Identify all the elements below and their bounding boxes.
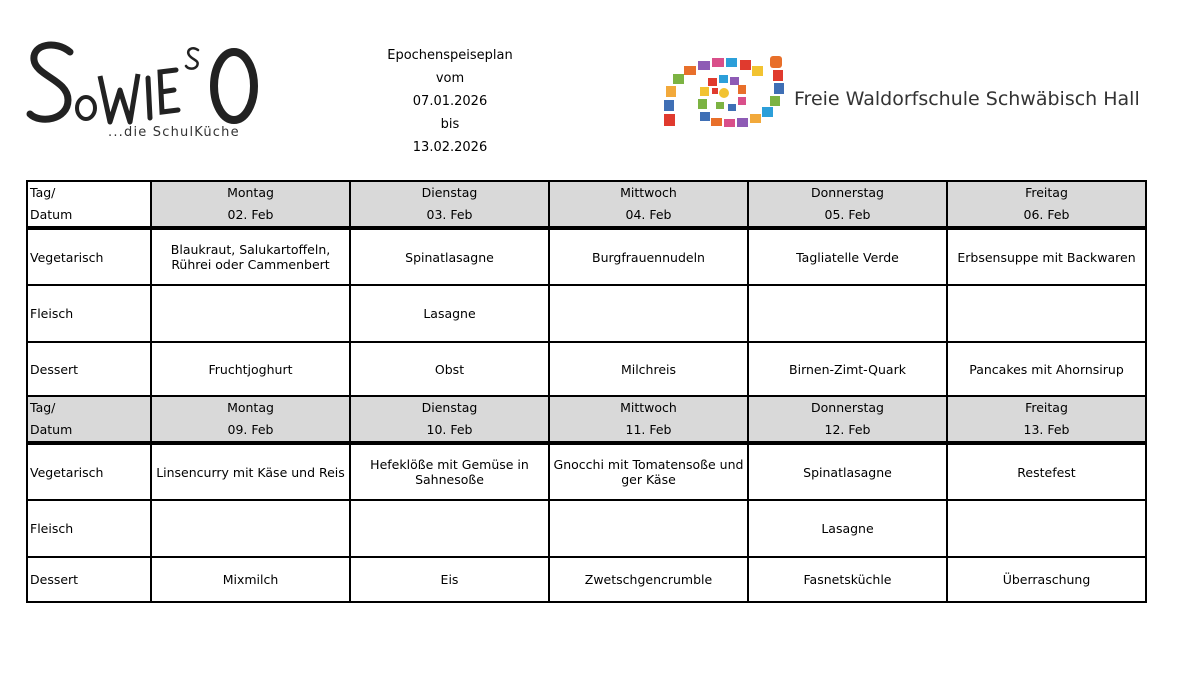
day-name: Mittwoch: [620, 185, 677, 200]
meal-cell: Lasagne: [748, 500, 947, 557]
meal-cell: Hefeklöße mit Gemüse in Sahnesoße: [350, 443, 549, 500]
day-date: 05. Feb: [824, 207, 871, 222]
meal-cell: Burgfrauennudeln: [549, 228, 748, 285]
day-date: 13. Feb: [1023, 422, 1070, 437]
meal-cell: [748, 285, 947, 342]
day-date: 12. Feb: [824, 422, 871, 437]
day-date: 03. Feb: [426, 207, 473, 222]
meal-cell: Tagliatelle Verde: [748, 228, 947, 285]
day-name: Donnerstag: [811, 185, 884, 200]
day-header-cell: [151, 181, 350, 228]
meal-cell: Erbsensuppe mit Backwaren: [947, 228, 1146, 285]
day-date: 09. Feb: [227, 422, 274, 437]
meal-cell: Mixmilch: [151, 557, 350, 602]
title-date-from: 07.01.2026: [412, 94, 488, 109]
day-date: 04. Feb: [625, 207, 672, 222]
meal-cell: Lasagne: [350, 285, 549, 342]
menu-row-meat: [27, 500, 1146, 557]
meal-cell: Gnocchi mit Tomatensoße und ger Käse: [549, 443, 748, 500]
row-label: Dessert: [27, 342, 151, 396]
meal-cell: [151, 500, 350, 557]
day-date: 11. Feb: [625, 422, 672, 437]
menu-row-vegetarian: [27, 443, 1146, 500]
day-header-cell: [748, 396, 947, 443]
header-label-date: Datum: [30, 422, 73, 437]
day-header-cell: [549, 181, 748, 228]
logo-tagline: ...die SchulKüche: [108, 125, 240, 140]
day-header-cell: [350, 181, 549, 228]
menu-row-meat: [27, 285, 1146, 342]
meal-cell: [350, 500, 549, 557]
title-line: vom: [435, 71, 465, 86]
meal-cell: Blaukraut, Salukartoffeln, Rührei oder Cammenbert: [151, 228, 350, 285]
day-date: 02. Feb: [227, 207, 274, 222]
school-name: Freie Waldorfschule Schwäbisch Hall: [794, 88, 1140, 110]
menu-row-vegetarian: [27, 228, 1146, 285]
meal-cell: Überraschung: [947, 557, 1146, 602]
title-date-to: 13.02.2026: [412, 140, 488, 155]
menu-table: [26, 180, 1147, 603]
row-label: Vegetarisch: [27, 228, 151, 285]
day-name: Mittwoch: [620, 400, 677, 415]
day-header-cell: [947, 396, 1146, 443]
header-label-cell: [27, 181, 151, 228]
row-label: Fleisch: [27, 500, 151, 557]
day-date: 10. Feb: [426, 422, 473, 437]
meal-cell: Milchreis: [549, 342, 748, 396]
meal-cell: Restefest: [947, 443, 1146, 500]
menu-title: [380, 44, 520, 159]
meal-cell: Linsencurry mit Käse und Reis: [151, 443, 350, 500]
sowieso-wordmark-icon: [26, 38, 266, 138]
row-label: Dessert: [27, 557, 151, 602]
meal-cell: Zwetschgencrumble: [549, 557, 748, 602]
meal-cell: [151, 285, 350, 342]
meal-cell: Birnen-Zimt-Quark: [748, 342, 947, 396]
day-name: Freitag: [1025, 185, 1068, 200]
day-header-cell: [151, 396, 350, 443]
meal-cell: Obst: [350, 342, 549, 396]
menu-row-dessert: [27, 557, 1146, 602]
title-line: bis: [440, 117, 460, 132]
menu-row-dessert: [27, 342, 1146, 396]
week-header-row: [27, 181, 1146, 228]
day-header-cell: [350, 396, 549, 443]
meal-cell: [947, 500, 1146, 557]
day-name: Montag: [227, 400, 274, 415]
day-date: 06. Feb: [1023, 207, 1070, 222]
meal-cell: [947, 285, 1146, 342]
day-name: Dienstag: [421, 400, 478, 415]
meal-cell: Fruchtjoghurt: [151, 342, 350, 396]
header-label-day: Tag/: [30, 400, 56, 415]
day-header-cell: [947, 181, 1146, 228]
header-label-day: Tag/: [30, 185, 56, 200]
row-label: Fleisch: [27, 285, 151, 342]
day-name: Donnerstag: [811, 400, 884, 415]
day-name: Dienstag: [421, 185, 478, 200]
meal-cell: [549, 500, 748, 557]
waldorf-logo: [660, 52, 1140, 132]
meal-cell: Spinatlasagne: [748, 443, 947, 500]
meal-cell: Spinatlasagne: [350, 228, 549, 285]
day-header-cell: [549, 396, 748, 443]
day-name: Montag: [227, 185, 274, 200]
header-label-date: Datum: [30, 207, 73, 222]
header-label-cell: [27, 396, 151, 443]
meal-cell: Fasnetsküchle: [748, 557, 947, 602]
sowieso-logo: [26, 38, 266, 146]
week-header-row: [27, 396, 1146, 443]
day-header-cell: [748, 181, 947, 228]
day-name: Freitag: [1025, 400, 1068, 415]
meal-cell: Pancakes mit Ahornsirup: [947, 342, 1146, 396]
meal-cell: [549, 285, 748, 342]
meal-cell: Eis: [350, 557, 549, 602]
row-label: Vegetarisch: [27, 443, 151, 500]
spiral-mosaic-icon: [660, 52, 790, 132]
title-line: Epochenspeiseplan: [387, 48, 513, 63]
